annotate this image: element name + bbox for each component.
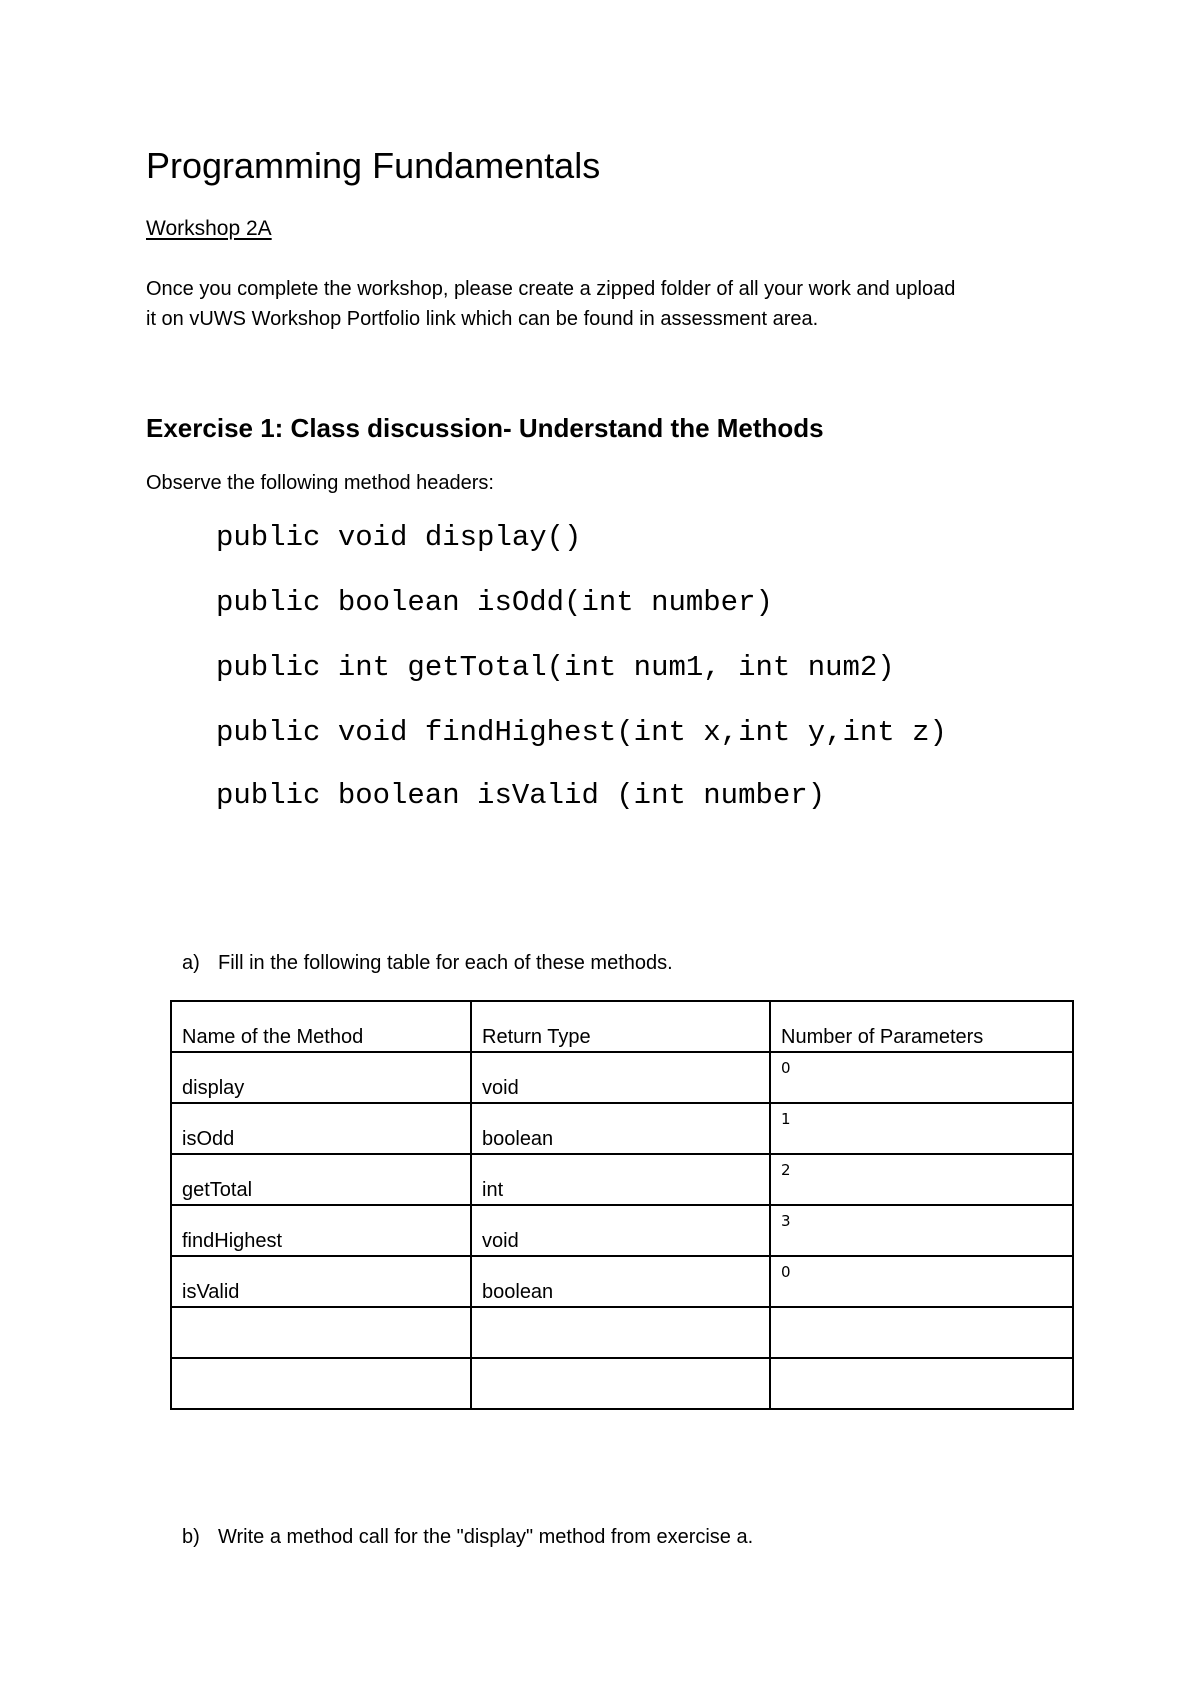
intro-line: Once you complete the workshop, please create a zipped folder of all your work and upload: [146, 278, 956, 300]
table-row: [171, 1256, 1073, 1307]
method-header-gettotal: public int getTotal(int num1, int num2): [216, 651, 895, 684]
table-row: [171, 1205, 1073, 1256]
intro-line: it on vUWS Workshop Portfolio link which can be found in assessment area.: [146, 308, 819, 330]
method-header-isodd: public boolean isOdd(int number): [216, 586, 773, 619]
table-cell-return-type[interactable]: void: [471, 1205, 770, 1256]
table-cell-parameter-count[interactable]: 0: [770, 1052, 1073, 1103]
table-cell-parameter-count[interactable]: [770, 1307, 1073, 1358]
table-row: [171, 1052, 1073, 1103]
question-b: [182, 1524, 753, 1550]
question-a-label: a): [182, 952, 200, 974]
table-row: [171, 1154, 1073, 1205]
table-cell-parameter-count[interactable]: 2: [770, 1154, 1073, 1205]
table-cell-return-type[interactable]: [471, 1307, 770, 1358]
table-cell-method-name[interactable]: [171, 1307, 471, 1358]
workshop-label: Workshop 2A: [146, 217, 272, 240]
table-cell-parameter-count[interactable]: [770, 1358, 1073, 1409]
table-cell-method-name[interactable]: [171, 1358, 471, 1409]
table-cell-parameter-count[interactable]: 0: [770, 1256, 1073, 1307]
observe-instruction: Observe the following method headers:: [146, 472, 494, 494]
table-cell-return-type[interactable]: boolean: [471, 1103, 770, 1154]
table-cell-parameter-count[interactable]: 3: [770, 1205, 1073, 1256]
table-cell-return-type[interactable]: [471, 1358, 770, 1409]
exercise-1-heading: Exercise 1: Class discussion- Understand the Methods: [146, 413, 824, 443]
table-cell-parameter-count[interactable]: 1: [770, 1103, 1073, 1154]
method-header-isvalid: public boolean isValid (int number): [216, 779, 826, 812]
question-b-text: Write a method call for the "display" method from exercise a.: [218, 1526, 754, 1548]
question-b-label: b): [182, 1526, 200, 1548]
question-a: [182, 950, 673, 976]
table-row-empty: [171, 1307, 1073, 1358]
table-cell-method-name[interactable]: getTotal: [171, 1154, 471, 1205]
intro-paragraph: [146, 274, 1086, 334]
methods-table: [170, 1000, 1074, 1410]
table-cell-return-type[interactable]: void: [471, 1052, 770, 1103]
table-row: [171, 1103, 1073, 1154]
table-header-cell: Number of Parameters: [770, 1001, 1073, 1052]
table-cell-return-type[interactable]: boolean: [471, 1256, 770, 1307]
method-header-findhighest: public void findHighest(int x,int y,int z): [216, 716, 947, 749]
table-cell-method-name[interactable]: isValid: [171, 1256, 471, 1307]
table-header-cell: Return Type: [471, 1001, 770, 1052]
table-cell-method-name[interactable]: isOdd: [171, 1103, 471, 1154]
question-a-text: Fill in the following table for each of these methods.: [218, 952, 673, 974]
document-title: Programming Fundamentals: [146, 145, 601, 186]
method-header-display: public void display(): [216, 521, 582, 554]
table-row-empty: [171, 1358, 1073, 1409]
table-cell-method-name[interactable]: display: [171, 1052, 471, 1103]
table-header-row: [171, 1001, 1073, 1052]
table-cell-method-name[interactable]: findHighest: [171, 1205, 471, 1256]
table-header-cell: Name of the Method: [171, 1001, 471, 1052]
table-cell-return-type[interactable]: int: [471, 1154, 770, 1205]
